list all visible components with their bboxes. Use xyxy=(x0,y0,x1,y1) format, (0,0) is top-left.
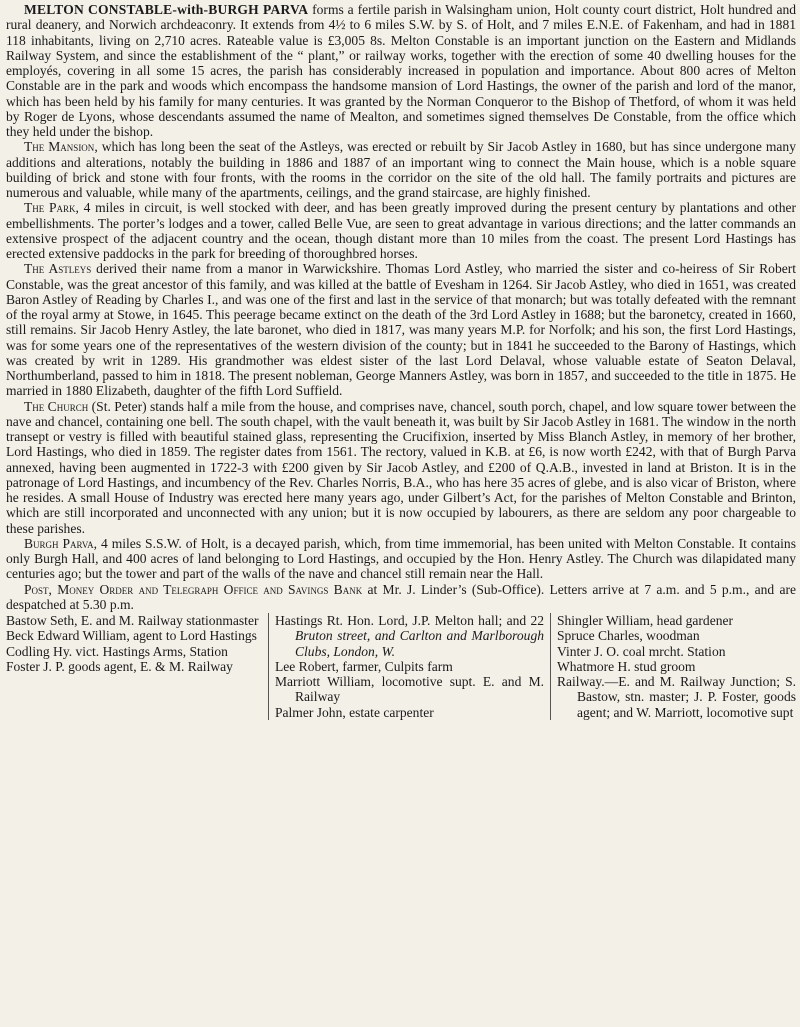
paragraph-text: derived their name from a manor in Warwickshire. Thomas Lord Astley, who married the sister and co-heiress of Sir Robert Constable, was the great ancestor of this family, and was killed at the battle of Evesham in 1264. Sir Jacob Astley, who died in 1651, was created Baron Astley of Reading by Charles I., and was one of the first and last in the service of that monarch; but was totally defeated with the remnant of the royal army at Stowe, in 1645. This peerage became extinct on the death of the 3rd Lord Astley in 1688; but the baronetcy, created in 1660, still remains. Sir Jacob Henry Astley, the late baronet, who died in 1817, was many years M.P. for Norfolk; and his son, the first Lord Hastings, was for some years one of the representatives of the western division of the county; but in 1841 he succeeded to the Barony of Hastings, which was created by writ in 1289. His grandmother was eldest sister of the last Lord Delaval, whose valuable estate of Seaton Delaval, Northumberland, passed to him in 1818. The present nobleman, George Manners Astley, was born in 1857, and succeeded to the title in 1875. He married in 1880 Elizabeth, daughter of the fifth Lord Suffield. xyxy=(6,261,797,399)
paragraph-text: (St. Peter) stands half a mile from the house, and comprises nave, chancel, south porch, chapel, and low square tower between the nave and chancel, containing one bell. The south chapel, with the vault beneath it, was built by Sir Jacob Astley in 1681. The window in the north transept or vestry is filled with beautiful stained glass, representing the Crucifixion, inserted by Miss Blanch Astley, in memory of her brother, Lord Hastings, who died in 1859. The register dates from 1561. The rectory, valued in K.B. at £6, is now worth £242, with that of Burgh Parva annexed, having been augmented in 1722-3 with £200 given by Sir Jacob Astley, and £200 of Q.A.B., invested in land at Briston. It is in the patronage of Lord Hastings, and incumbency of the Rev. Charles Norris, B.A., who has here 35 acres of glebe, and is also vicar of Briston, where he resides. A small House of Industry was erected here many years ago, under Gilbert’s Act, for the parishes of Melton Constable and Brinton, which are still incorporated and unconnected with any union; but it is now occupied by labourers, as there are seldom any poor chargeable to these parishes. xyxy=(6,398,796,536)
directory-entry xyxy=(275,613,544,659)
paragraph-text: forms a fertile parish in Walsingham union, Holt county court district, Holt hundred and rural deanery, and Norwich archdeaconry. It extends from 4½ to 6 miles S.W. by S. of Holt, and 7 miles E.N.E. of Fakenham, and had in 1881 118 inhabitants, living on 2,710 acres. Rateable value is £3,005 8s. Melton Constable is an important junction on the Eastern and Midlands Railway System, and since the establishment of the “ plant,” or railway works, together with the erection of some 40 dwelling houses for the employés, covering in all some 15 acres, the parish has considerably increased in population and importance. About 800 acres of Melton Constable are in the park and woods which encompass the handsome mansion of Lord Hastings, the owner of the parish and lord of the manor, which has been held by his family for many centuries. It was granted by the Norman Conqueror to the Bishop of Thetford, of whom it was held by Roger de Lyons, whose descendants assumed the name of Mealton, and sometimes signed themselves De Constable, from the office which they held under the bishop. xyxy=(6,2,796,139)
directory-entry: Shingler William, head gardener xyxy=(557,613,734,628)
directory-entry xyxy=(275,659,544,674)
directory-entry xyxy=(275,705,544,720)
residents-directory xyxy=(6,613,796,720)
paragraph-lead: The Astleys xyxy=(24,261,92,277)
directory-column-1 xyxy=(6,613,268,720)
directory-entry xyxy=(275,674,544,705)
directory-entry: Bastow Seth, E. and M. Railway stationmaster xyxy=(6,613,259,628)
entry-text: Marriott William, locomotive supt. E. and M. Railway xyxy=(275,674,544,705)
paragraph-text: , 4 miles in circuit, is well stocked with deer, and has been greatly improved during the present century by plantations and other embellishments. The porter’s lodges and a tower, called Belle Vue, are seen to great advantage in various directions; and the latter commands an extensive prospect of the adjacent country and the ocean, though distant more than 10 miles from the coast. The present Lord Hastings has erected extensive paddocks in the park for breeding of thoroughbred horses. xyxy=(6,200,796,261)
parish-description xyxy=(6,2,796,612)
paragraph-lead: Post, Money Order and Telegraph Office and Savings Bank xyxy=(24,581,363,597)
entry-text: Lee Robert, farmer, Culpits farm xyxy=(275,658,453,674)
paragraph-church xyxy=(6,399,796,536)
directory-entry: Whatmore H. stud groom xyxy=(557,658,696,674)
directory-entry: Beck Edward William, agent to Lord Hastings xyxy=(6,628,257,644)
paragraph-lead: The Mansion xyxy=(24,139,95,155)
directory-entry: Spruce Charles, woodman xyxy=(557,628,700,644)
paragraph-burgh-parva xyxy=(6,536,796,582)
paragraph-lead: The Park xyxy=(24,200,76,216)
entry-text: Palmer John, estate carpenter xyxy=(275,704,434,720)
paragraph-post-office xyxy=(6,582,796,613)
entry-text: Hastings Rt. Hon. Lord, J.P. Melton hall; and 22 xyxy=(275,613,544,628)
directory-entry: Foster J. P. goods agent, E. & M. Railway xyxy=(6,658,233,674)
paragraph-text: at Mr. J. Linder’s (Sub-Office). Letters arrive at 7 a.m. and 5 p.m., and are despatched at 5.30 p.m. xyxy=(6,581,796,612)
directory-entry-railway: Railway.—E. and M. Railway Junction; S. Bastow, stn. master; J. P. Foster, goods agent; and W. Marriott, locomotive supt xyxy=(557,674,796,720)
paragraph-text: , 4 miles S.S.W. of Holt, is a decayed parish, which, from time immemorial, has been united with Melton Constable. It contains only Burgh Hall, and 400 acres of land belonging to Lord Hastings, and occupied by the Hon. Henry Astley. The Church was dilapidated many centuries ago; but the tower and part of the walls of the nave and chancel still remain near the Hall. xyxy=(6,535,796,582)
paragraph-melton-constable xyxy=(6,2,796,139)
directory-entry: Vinter J. O. coal mrcht. Station xyxy=(557,643,726,659)
entry-address-italic: Bruton street, and Carlton and Marlborough Clubs, London, W. xyxy=(295,628,544,659)
paragraph-text: , which has long been the seat of the Astleys, was erected or rebuilt by Sir Jacob Astley in 1680, but has since undergone many additions and alterations, notably the building in 1886 and 1887 of an important wing to connect the Main house, which is a noble square building of brick and stone with four fronts, with the rooms in the corridor on the site of the old hall. The family portraits and pictures are numerous and valuable, while many of the apartments, ceilings, and the grand staircase, are highly finished. xyxy=(6,139,796,200)
paragraph-astleys xyxy=(6,261,796,398)
paragraph-lead: MELTON CONSTABLE-with-BURGH PARVA xyxy=(24,2,309,17)
directory-column-3 xyxy=(550,613,796,720)
directory-column-2 xyxy=(268,613,550,720)
paragraph-mansion xyxy=(6,139,796,200)
paragraph-lead: The Church xyxy=(24,398,89,414)
paragraph-lead: Burgh Parva xyxy=(24,535,94,551)
directory-entry: Codling Hy. vict. Hastings Arms, Station xyxy=(6,643,228,659)
paragraph-park xyxy=(6,200,796,261)
